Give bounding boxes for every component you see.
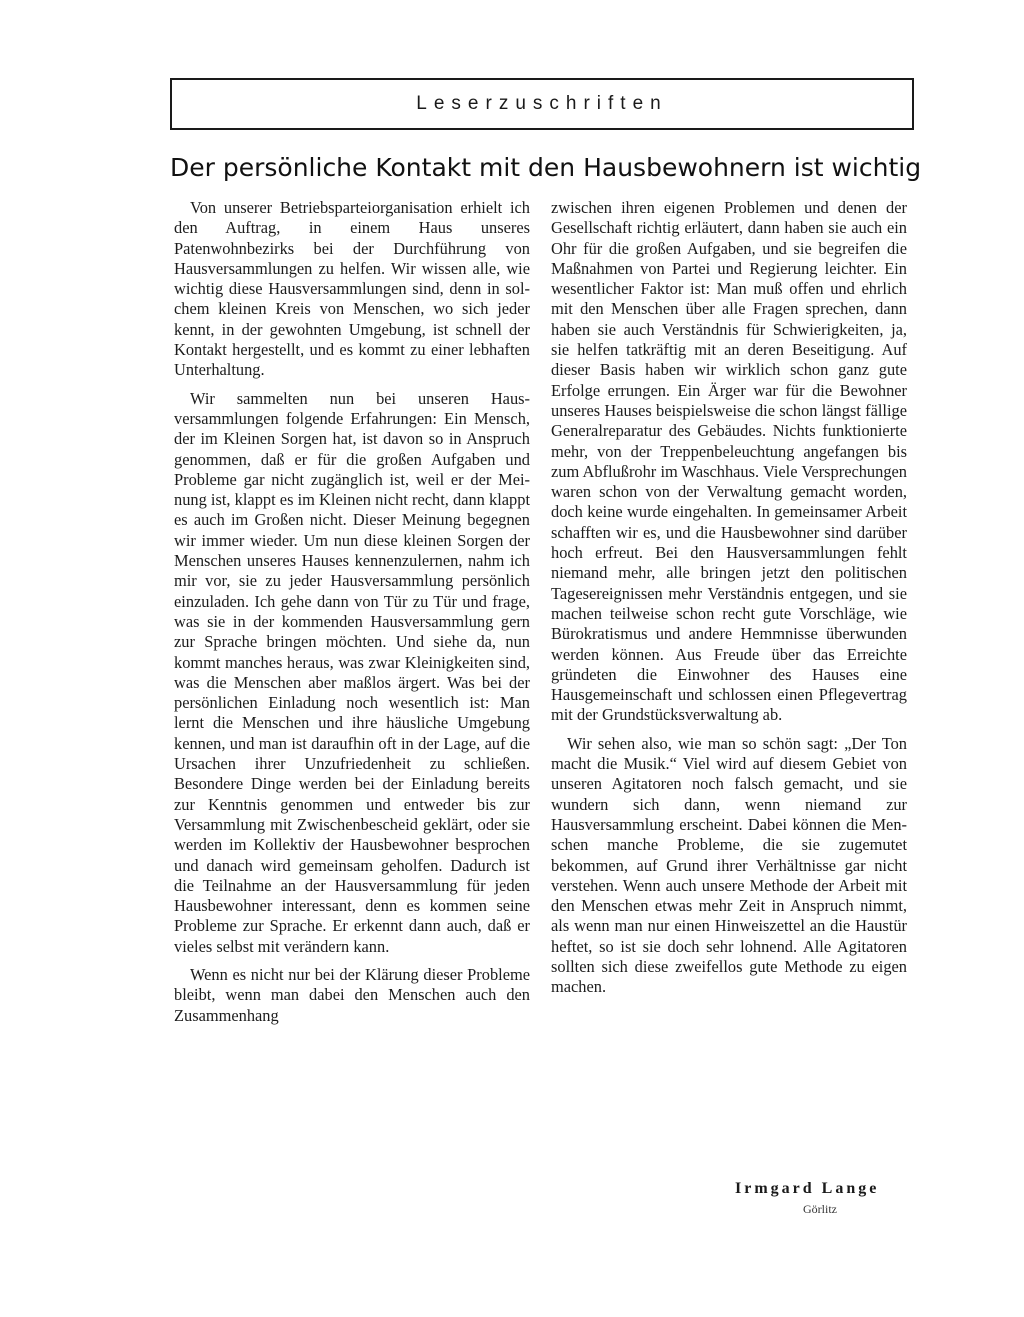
author-place: Görlitz xyxy=(803,1202,837,1216)
article-column-left xyxy=(174,198,530,1026)
paragraph: Wir sehen also, wie man so schön sagt: „Der Ton macht die Musik.“ Viel wird auf diesem Gebiet von unseren Agitatoren noch falsch gemacht, und sie wundern sich dann, wenn niemand zur Hausversammlung erscheint. Dabei können die Menschen manche Probleme, die sie zugemutet bekommen, auf Grund ihrer Verhältnisse gar nicht verstehen. Wenn auch unsere Methode der Arbeit mit den Menschen etwas mehr Zeit in Anspruch nimmt, als wenn man nur einen Hinweiszettel an die Haustür heftet, so ist sie doch sehr lohnend. Alle Agitatoren sollten sich diese zweifellos gute Methode zu eigen machen. xyxy=(551,733,907,997)
article-column-right xyxy=(551,198,907,998)
paragraph: Wenn es nicht nur bei der Klärung dieser Probleme bleibt, wenn man dabei den Menschen auch den Zusammenhang xyxy=(174,964,530,1025)
author-name: Irmgard Lange xyxy=(735,1180,880,1197)
paragraph: Wir sammelten nun bei unseren Hausversammlungen folgende Erfahrungen: Ein Mensch, der im Kleinen Sorgen hat, ist davon so in Anspruch genommen, daß er für die großen Aufgaben und Probleme gar nicht zugänglich ist, weil er der Meinung ist, klappt es im Kleinen nicht recht, dann klappt es auch im Großen nicht. Dieser Meinung begegnen wir immer wieder. Um nun diese kleinen Sorgen der Menschen unseres Hauses kennenzulernen, nahm ich mir vor, sie zu jeder Hausversammlung persönlich einzuladen. Ich gehe dann von Tür zu Tür und frage, was sie in der kommenden Hausversammlung gern zur Sprache bringen möchten. Und siehe da, nun kommt manches heraus, was zwar Kleinigkeiten sind, was die Menschen aber maßlos ärgert. Was bei der persönlichen Einladung noch wesentlich ist: Man lernt die Menschen und ihre häusliche Umgebung kennen, und man ist daraufhin oft in der Lage, auf die Ursachen ihrer Unzufriedenheit zu schließen. Besondere Dinge werden bei der Einladung bereits zur Kenntnis genommen und entweder bis zur Versammlung mit Zwischenbescheid geklärt, oder sie werden im Kollektiv der Hausbewohner besprochen und danach wird gemeinsam geholfen. Dadurch ist die Teilnahme an der Hausversammlung für jeden Hausbewohner interessant, denn es kommen seine Probleme zur Sprache. Er erkennt dann auch, daß er vieles selbst mit verändern kann. xyxy=(174,388,530,956)
section-header-box xyxy=(170,78,914,130)
section-label: Leserzuschriften xyxy=(416,93,668,114)
paragraph: Von unserer Betriebsparteiorganisation erhielt ich den Auftrag, in einem Haus unseres Patenwohnbezirks bei der Durchführung von Hausversammlungen zu helfen. Wir wissen alle, wie wichtig diese Hausversammlungen sind, denn in solchem kleinen Kreis von Menschen, wo sich jeder kennt, in der gewohnten Umgebung, ist schnell der Kontakt hergestellt, und es kommt zu einer lebhaften Unterhaltung. xyxy=(174,198,530,380)
paragraph: zwischen ihren eigenen Problemen und denen der Gesellschaft richtig erläutert, dann haben sie auch ein Ohr für die großen Aufgaben, und sie begreifen die Maßnahmen von Partei und Regierung leichter. Ein wesentlicher Faktor ist: Man muß offen und ehrlich mit den Menschen über alle Fragen sprechen, dann haben sie auch Verständnis für Schwierigkeiten, ja, sie helfen tatkräftig mit an deren Beseitigung. Auf dieser Basis haben wir wirklich schon ganz gute Erfolge errungen. Ein Ärger war für die Bewohner unseres Hauses beispielsweise die schon längst fällige Generalreparatur des Gebäudes. Nichts funktionierte mehr, von der Treppenbeleuchtung angefangen bis zum Abflußrohr im Waschhaus. Viele Versprechungen waren schon von der Verwaltung gemacht worden, doch keine wurde eingehalten. In gemeinsamer Arbeit schafften wir es, und die Hausbewohner sind darüber hoch erfreut. Bei den Hausversammlungen fehlt niemand mehr, alle bringen jetzt den politischen Tagesereignissen mehr Verständnis entgegen, und sie machen teilweise schon recht gute Vorschläge, wie Bürokratismus und andere Hemmnisse überwunden werden können. Aus Freude über das Erreichte gründeten die Einwohner des Hauses eine Hausgemeinschaft und schlossen einen Pflegevertrag mit der Grundstücksverwaltung ab. xyxy=(551,198,907,725)
article-headline: Der persönliche Kontakt mit den Hausbewohnern ist wichtig xyxy=(170,153,922,182)
